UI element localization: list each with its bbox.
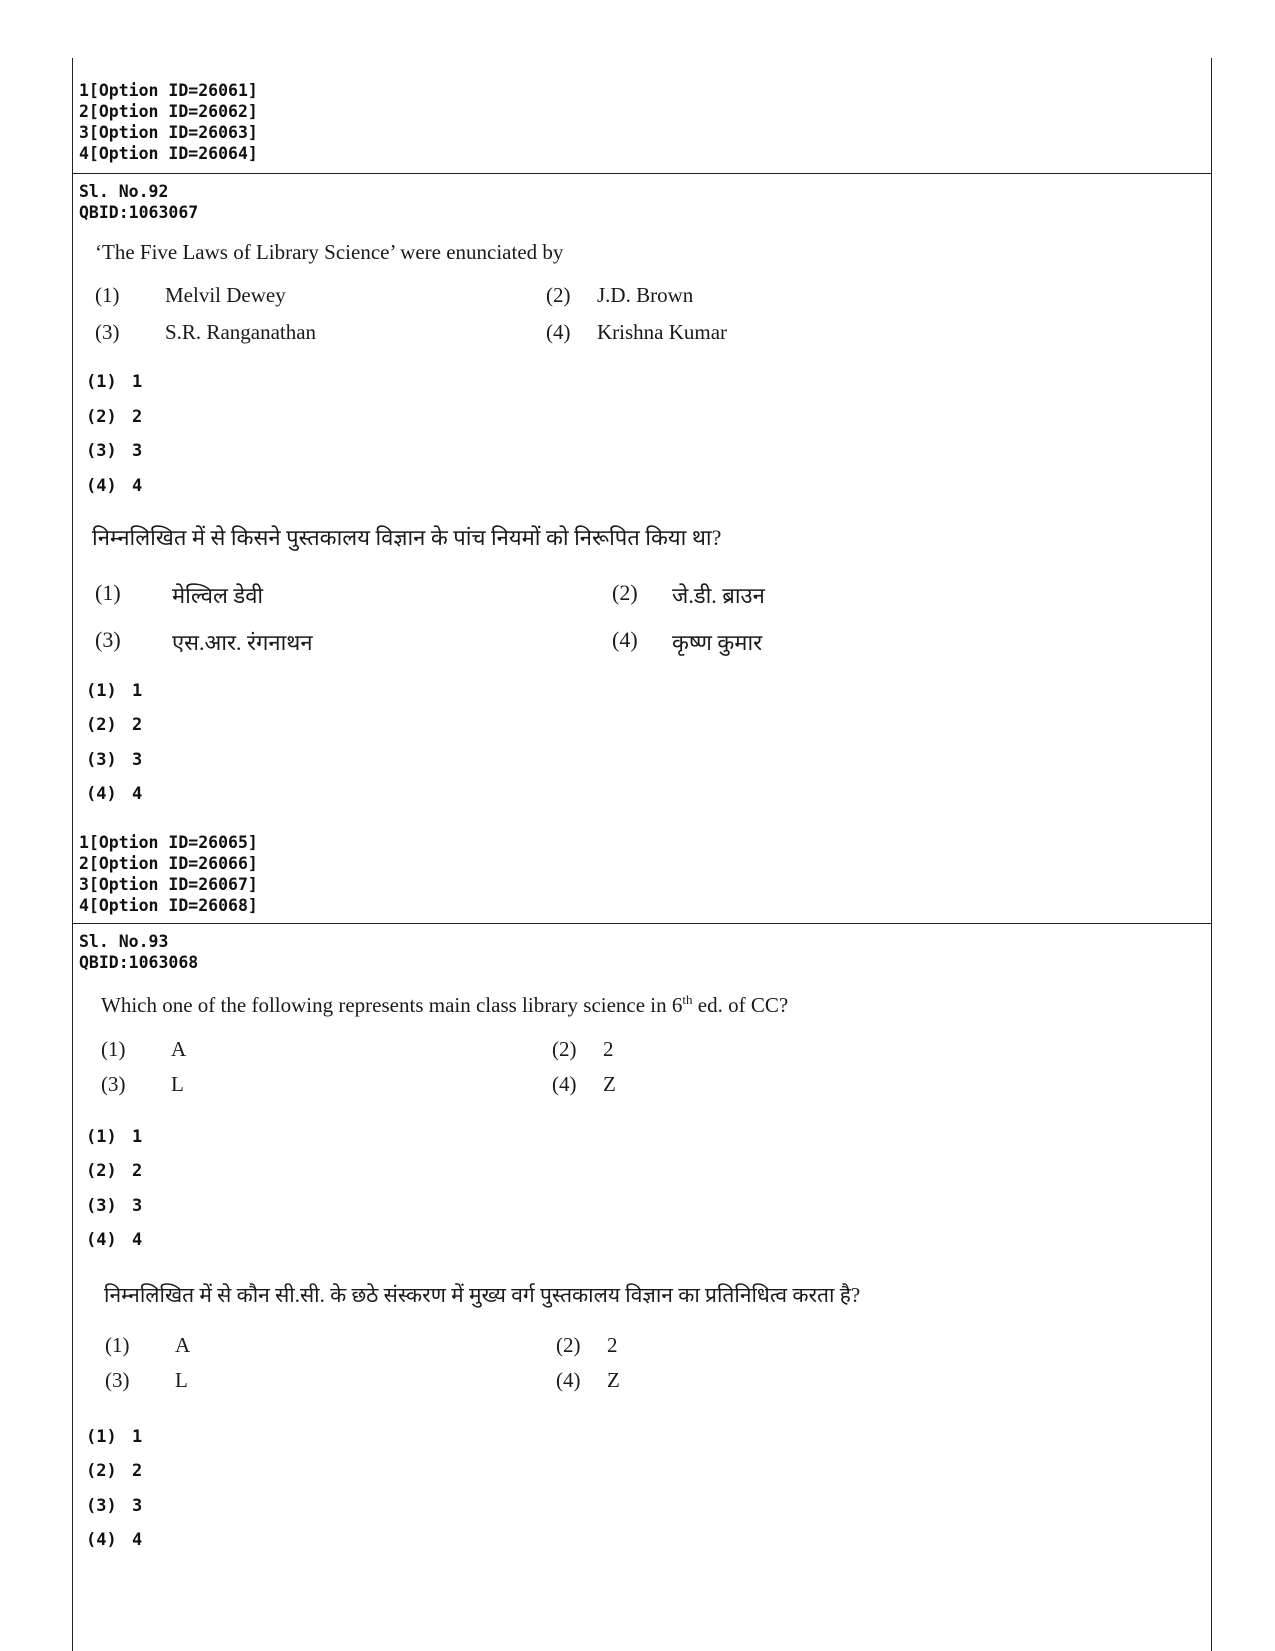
answer-choice[interactable]: (3) 3 — [86, 441, 143, 461]
answer-choice[interactable]: (2) 2 — [86, 1161, 143, 1181]
serial-number: Sl. No.93 — [79, 932, 169, 951]
option-text: Krishna Kumar — [597, 320, 728, 344]
option-text: Z — [603, 1072, 616, 1096]
option-number: (3) — [95, 627, 121, 652]
option-number: (4) — [552, 1072, 577, 1096]
option-text: S.R. Ranganathan — [165, 320, 317, 344]
question-bank-id: QBID:1063067 — [79, 203, 199, 222]
question-text-hindi: निम्नलिखित में से किसने पुस्तकालय विज्ञान के पांच नियमों को निरूपित किया था? — [92, 525, 722, 550]
answer-choice[interactable]: (4) 4 — [86, 1230, 143, 1250]
option-id: 2[Option ID=26062] — [79, 102, 258, 121]
option-text: L — [171, 1072, 184, 1096]
answer-choice[interactable]: (2) 2 — [86, 407, 143, 427]
option-number: (1) — [101, 1037, 126, 1061]
option-text: L — [175, 1368, 188, 1392]
option-id: 1[Option ID=26065] — [79, 833, 258, 852]
section-divider — [72, 173, 1212, 174]
option-id-list — [79, 832, 258, 916]
option-id: 4[Option ID=26068] — [79, 896, 258, 915]
option-id: 3[Option ID=26067] — [79, 875, 258, 894]
answer-choice[interactable]: (2) 2 — [86, 1461, 143, 1481]
option-id: 2[Option ID=26066] — [79, 854, 258, 873]
option-text: एस.आर. रंगनाथन — [172, 630, 313, 655]
option-number: (4) — [556, 1368, 581, 1392]
option-id: 4[Option ID=26064] — [79, 144, 258, 163]
option-number: (2) — [552, 1037, 577, 1061]
option-id: 3[Option ID=26063] — [79, 123, 258, 142]
option-text: Melvil Dewey — [165, 283, 286, 307]
answer-choice[interactable]: (1) 1 — [86, 1427, 143, 1447]
option-id: 1[Option ID=26061] — [79, 81, 258, 100]
answer-choice[interactable]: (3) 3 — [86, 1196, 143, 1216]
option-number: (2) — [546, 283, 571, 307]
option-text: A — [171, 1037, 187, 1061]
answer-choice[interactable]: (4) 4 — [86, 1530, 143, 1550]
option-number: (4) — [546, 320, 571, 344]
option-number: (3) — [95, 320, 120, 344]
option-number: (2) — [612, 580, 638, 605]
answer-choice[interactable]: (1) 1 — [86, 1127, 143, 1147]
option-number: (3) — [105, 1368, 130, 1392]
option-number: (1) — [95, 283, 120, 307]
answer-choice[interactable]: (3) 3 — [86, 750, 143, 770]
answer-choice[interactable]: (1) 1 — [86, 681, 143, 701]
answer-choice[interactable]: (4) 4 — [86, 476, 143, 496]
option-number: (3) — [101, 1072, 126, 1096]
option-text: A — [175, 1333, 191, 1357]
section-divider — [72, 923, 1212, 924]
serial-number: Sl. No.92 — [79, 182, 169, 201]
question-text-english: ‘The Five Laws of Library Science’ were enunciated by — [95, 240, 564, 264]
answer-choice[interactable]: (4) 4 — [86, 784, 143, 804]
option-text: मेल्विल डेवी — [172, 583, 264, 608]
option-text: 2 — [607, 1333, 618, 1357]
question-header — [79, 931, 198, 973]
option-number: (4) — [612, 627, 638, 652]
question-text-english: Which one of the following represents main class library science in 6th ed. of CC? — [101, 992, 789, 1017]
option-text: Z — [607, 1368, 620, 1392]
option-number: (1) — [95, 580, 121, 605]
answer-choice[interactable]: (3) 3 — [86, 1496, 143, 1516]
answer-choice[interactable]: (1) 1 — [86, 372, 143, 392]
option-text: J.D. Brown — [597, 283, 694, 307]
option-id-list — [79, 80, 258, 164]
option-number: (2) — [556, 1333, 581, 1357]
option-number: (1) — [105, 1333, 130, 1357]
answer-choice[interactable]: (2) 2 — [86, 715, 143, 735]
question-bank-id: QBID:1063068 — [79, 953, 199, 972]
option-text: जे.डी. ब्राउन — [672, 583, 765, 608]
question-text-hindi: निम्नलिखित में से कौन सी.सी. के छठे संस्करण में मुख्य वर्ग पुस्तकालय विज्ञान का प्रतिनिधित्व करता है? — [104, 1283, 861, 1307]
question-header — [79, 181, 198, 223]
option-text: कृष्ण कुमार — [672, 630, 763, 655]
option-text: 2 — [603, 1037, 614, 1061]
